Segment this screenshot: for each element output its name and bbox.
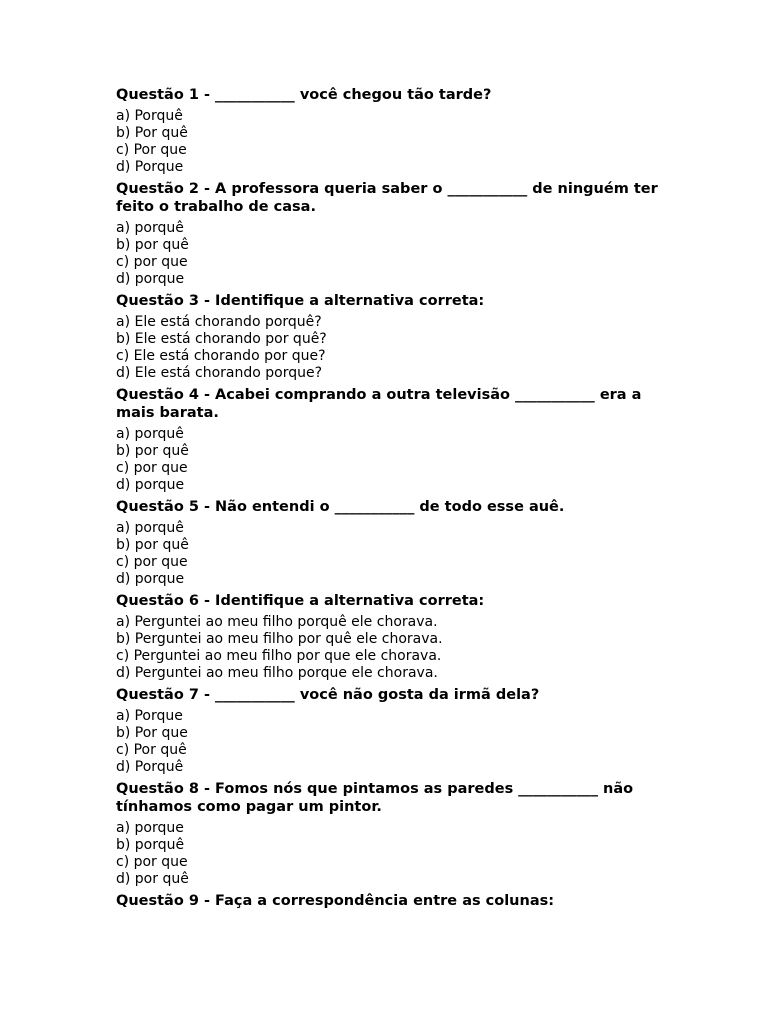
question-7 [116,686,676,776]
document-page [116,86,676,914]
question-title: Questão 7 - ___________ você não gosta da irmã dela? [116,687,540,703]
option-d: d) Ele está chorando porque? [116,365,323,381]
option-a: a) Perguntei ao meu filho porquê ele chorava. [116,614,438,630]
option-d: d) Perguntei ao meu filho porque ele chorava. [116,665,438,681]
option-a: a) porquê [116,220,184,236]
option-b: b) Perguntei ao meu filho por quê ele chorava. [116,631,443,647]
option-c: c) Por quê [116,742,187,758]
question-6 [116,592,676,682]
options-list [116,220,676,288]
option-c: c) por que [116,254,188,270]
question-title: Questão 2 - A professora queria saber o ___________ de ninguém ter feito o trabalho de casa. [116,181,658,215]
option-d: d) porque [116,477,185,493]
question-title: Questão 3 - Identifique a alternativa correta: [116,293,485,309]
options-list [116,108,676,176]
question-1 [116,86,676,176]
options-list [116,314,676,382]
option-b: b) por quê [116,537,189,553]
option-d: d) porque [116,571,185,587]
question-title: Questão 6 - Identifique a alternativa correta: [116,593,485,609]
option-c: c) Ele está chorando por que? [116,348,326,364]
question-9 [116,892,676,910]
option-c: c) por que [116,460,188,476]
option-a: a) porquê [116,520,184,536]
option-d: d) Porquê [116,759,184,775]
question-title: Questão 4 - Acabei comprando a outra televisão ___________ era a mais barata. [116,387,642,421]
question-8 [116,780,676,888]
option-b: b) Por que [116,725,188,741]
option-a: a) Porque [116,708,183,724]
question-2 [116,180,676,288]
option-d: d) por quê [116,871,189,887]
options-list [116,520,676,588]
option-b: b) Ele está chorando por quê? [116,331,327,347]
option-b: b) por quê [116,443,189,459]
option-c: c) Por que [116,142,187,158]
question-4 [116,386,676,494]
options-list [116,820,676,888]
option-c: c) por que [116,854,188,870]
option-b: b) porquê [116,837,185,853]
question-3 [116,292,676,382]
option-a: a) porquê [116,426,184,442]
option-a: a) porque [116,820,184,836]
question-title: Questão 5 - Não entendi o ___________ de todo esse auê. [116,499,565,515]
option-c: c) por que [116,554,188,570]
question-5 [116,498,676,588]
options-list [116,426,676,494]
options-list [116,708,676,776]
option-d: d) Porque [116,159,184,175]
option-c: c) Perguntei ao meu filho por que ele chorava. [116,648,442,664]
question-title: Questão 8 - Fomos nós que pintamos as paredes ___________ não tínhamos como pagar um pintor. [116,781,634,815]
option-a: a) Ele está chorando porquê? [116,314,322,330]
question-title: Questão 9 - Faça a correspondência entre as colunas: [116,893,555,909]
option-b: b) por quê [116,237,189,253]
option-a: a) Porquê [116,108,183,124]
options-list [116,614,676,682]
question-title: Questão 1 - ___________ você chegou tão tarde? [116,87,492,103]
option-b: b) Por quê [116,125,188,141]
option-d: d) porque [116,271,185,287]
